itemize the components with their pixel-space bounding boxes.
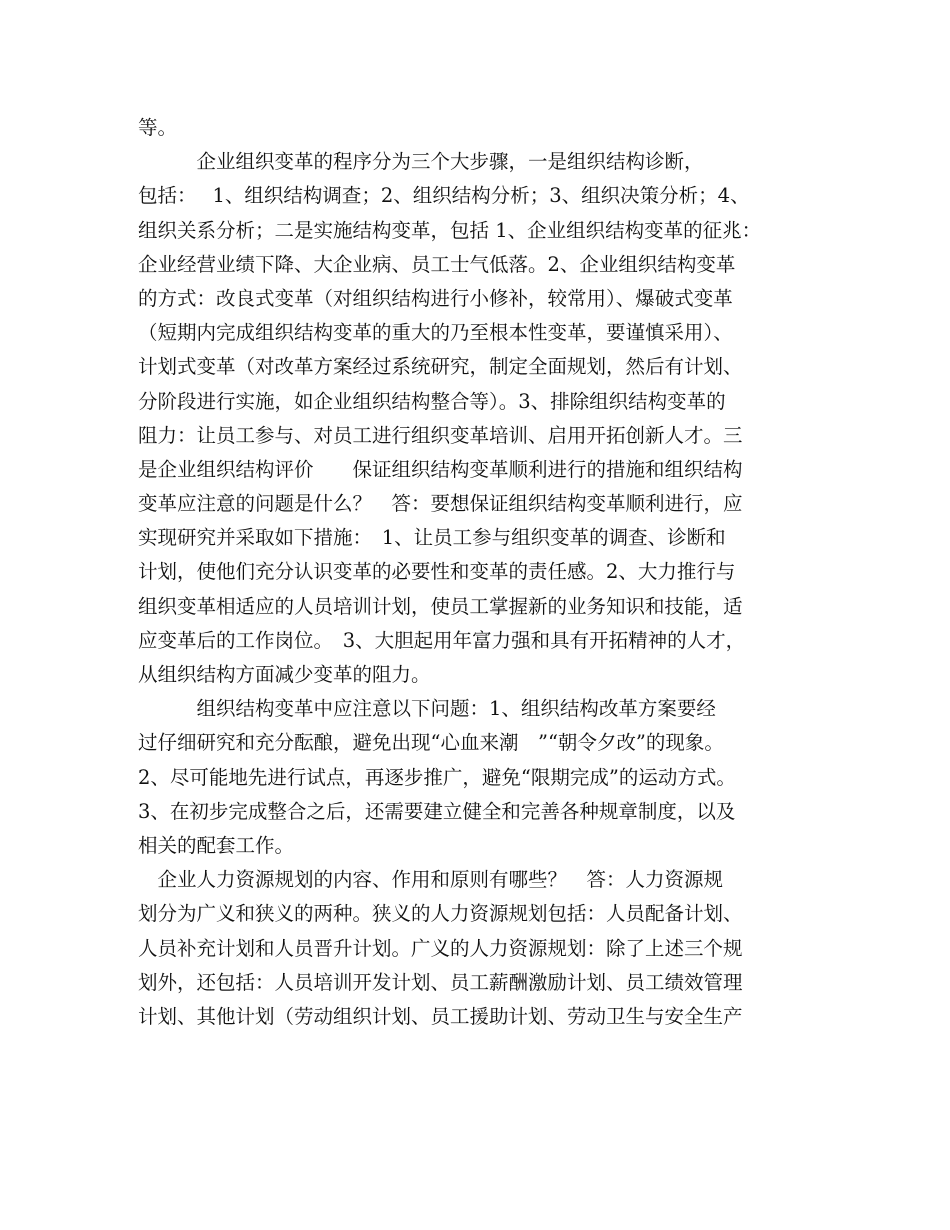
text-line: 分阶段进行实施，如企业组织结构整合等）。3、排除组织结构变革的 — [138, 389, 726, 413]
text-line: 人员补充计划和人员晋升计划。广义的人力资源规划：除了上述三个规 — [138, 936, 743, 960]
text-line: 实现研究并采取如下措施： 1、让员工参与组织变革的调查、诊断和 — [138, 526, 726, 550]
text-line: 企业人力资源规划的内容、作用和原则有哪些？ 答：人力资源规 — [138, 868, 724, 892]
paragraph-0 — [138, 111, 828, 145]
text-line: 组织关系分析；二是实施结构变革，包括 1、企业组织结构变革的征兆： — [138, 218, 762, 242]
text-line: 组织变革相适应的人员培训计划，使员工掌握新的业务知识和技能，适 — [138, 594, 743, 618]
text-line: 企业经营业绩下降、大企业病、员工士气低落。2、企业组织结构变革 — [138, 252, 736, 276]
paragraph-1 — [138, 145, 828, 692]
text-line: 阻力：让员工参与、对员工进行组织变革培训、启用开拓创新人才。三 — [138, 423, 743, 447]
text-line: 2、尽可能地先进行试点，再逐步推广，避免“限期完成”的运动方式。 — [138, 765, 736, 789]
text-line: 等。 — [138, 116, 178, 139]
text-line: 的方式：改良式变革（对组织结构进行小修补，较常用）、爆破式变革 — [138, 286, 733, 310]
text-line: 从组织结构方面减少变革的阻力。 — [138, 663, 431, 686]
text-line: 划分为广义和狭义的两种。狭义的人力资源规划包括：人员配备计划、 — [138, 902, 743, 926]
text-line: 相关的配套工作。 — [138, 833, 295, 857]
text-line: 计划式变革（对改革方案经过系统研究，制定全面规划，然后有计划、 — [138, 355, 743, 379]
text-line: 3、在初步完成整合之后，还需要建立健全和完善各种规章制度，以及 — [138, 799, 736, 823]
text-line: 包括： 1、组织结构调查；2、组织结构分析；3、组织决策分析；4、 — [138, 184, 750, 208]
paragraph-3 — [138, 863, 828, 1034]
text-line: （短期内完成组织结构变革的重大的乃至根本性变革，要谨慎采用）、 — [138, 321, 733, 345]
text-line: 企业组织变革的程序分为三个大步骤，一是组织结构诊断， — [138, 150, 704, 174]
text-line: 计划，使他们充分认识变革的必要性和变革的责任感。2、大力推行与 — [138, 560, 736, 584]
text-line: 组织结构变革中应注意以下问题：1、组织结构改革方案要经 — [138, 697, 716, 721]
text-line: 计划、其他计划（劳动组织计划、员工援助计划、劳动卫生与安全生产 — [138, 1004, 743, 1028]
document-body — [138, 111, 828, 1034]
text-line: 变革应注意的问题是什么？ 答：要想保证组织结构变革顺利进行，应 — [138, 492, 743, 516]
paragraph-2 — [138, 692, 828, 863]
text-line: 过仔细研究和充分酝酿，避免出现“心血来潮 ”“朝令夕改”的现象。 — [138, 731, 724, 755]
text-line: 划外，还包括：人员培训开发计划、员工薪酬激励计划、员工绩效管理 — [138, 970, 743, 994]
text-line: 应变革后的工作岗位。 3、大胆起用年富力强和具有开拓精神的人才， — [138, 628, 746, 652]
text-line: 是企业组织结构评价 保证组织结构变革顺利进行的措施和组织结构 — [138, 457, 743, 481]
